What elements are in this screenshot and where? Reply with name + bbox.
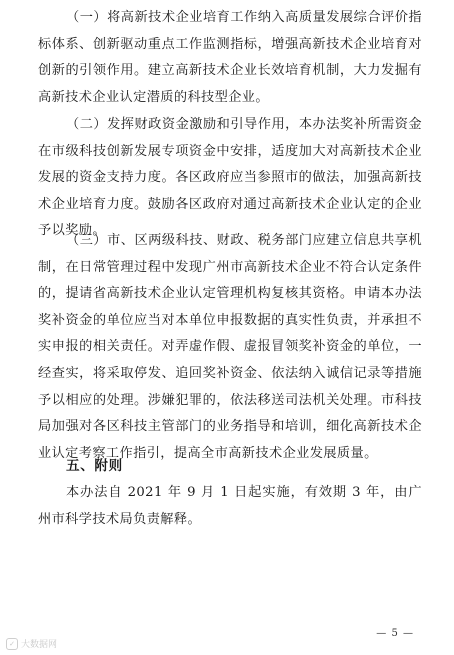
watermark (6, 637, 57, 650)
paragraph-measure-2: （二）发挥财政资金激励和引导作用，本办法奖补所需资金在市级科技创新发展专项资金中安排，适度加大对高新技术企业发展的资金支持力度。各区政府应当参照市的做法，加强高新技术企业培育力度。鼓励各区政府对通过高新技术企业认定的企业予以奖励。 (38, 117, 422, 239)
watermark-logo-icon: ✓ (6, 638, 18, 650)
paragraph-effective-date: 本办法自 2021 年 9 月 1 日起实施，有效期 3 年，由广州市科学技术局负责解释。 (38, 485, 422, 527)
section-heading-supplementary: 五、附则 (66, 458, 123, 474)
paragraph-measure-3: （三）市、区两级科技、财政、税务部门应建立信息共享机制，在日常管理过程中发现广州市高新技术企业不符合认定条件的，提请省高新技术企业认定管理机构复核其资格。申请本办法奖补资金的单位应当对本单位申报数据的真实性负责，并承担不实申报的相关责任。对弄虚作假、虚报冒领奖补资金的单位，一经查实，将采取停发、追回奖补资金、依法纳入诚信记录等措施予以相应的处理。涉嫌犯罪的，依法移送司法机关处理。市科技局加强对各区科技主管部门的业务指导和培训，细化高新技术企业认定考察工作指引，提高全市高新技术企业发展质量。 (38, 233, 422, 461)
watermark-text: 大数据网 (21, 640, 58, 650)
paragraph-measure-1: （一）将高新技术企业培育工作纳入高质量发展综合评价指标体系、创新驱动重点工作监测指标，增强高新技术企业培育对创新的引领作用。建立高新技术企业长效培育机制，大力发掘有高新技术企业认定潜质的科技型企业。 (38, 10, 422, 105)
page-number: — 5 — (376, 628, 414, 639)
